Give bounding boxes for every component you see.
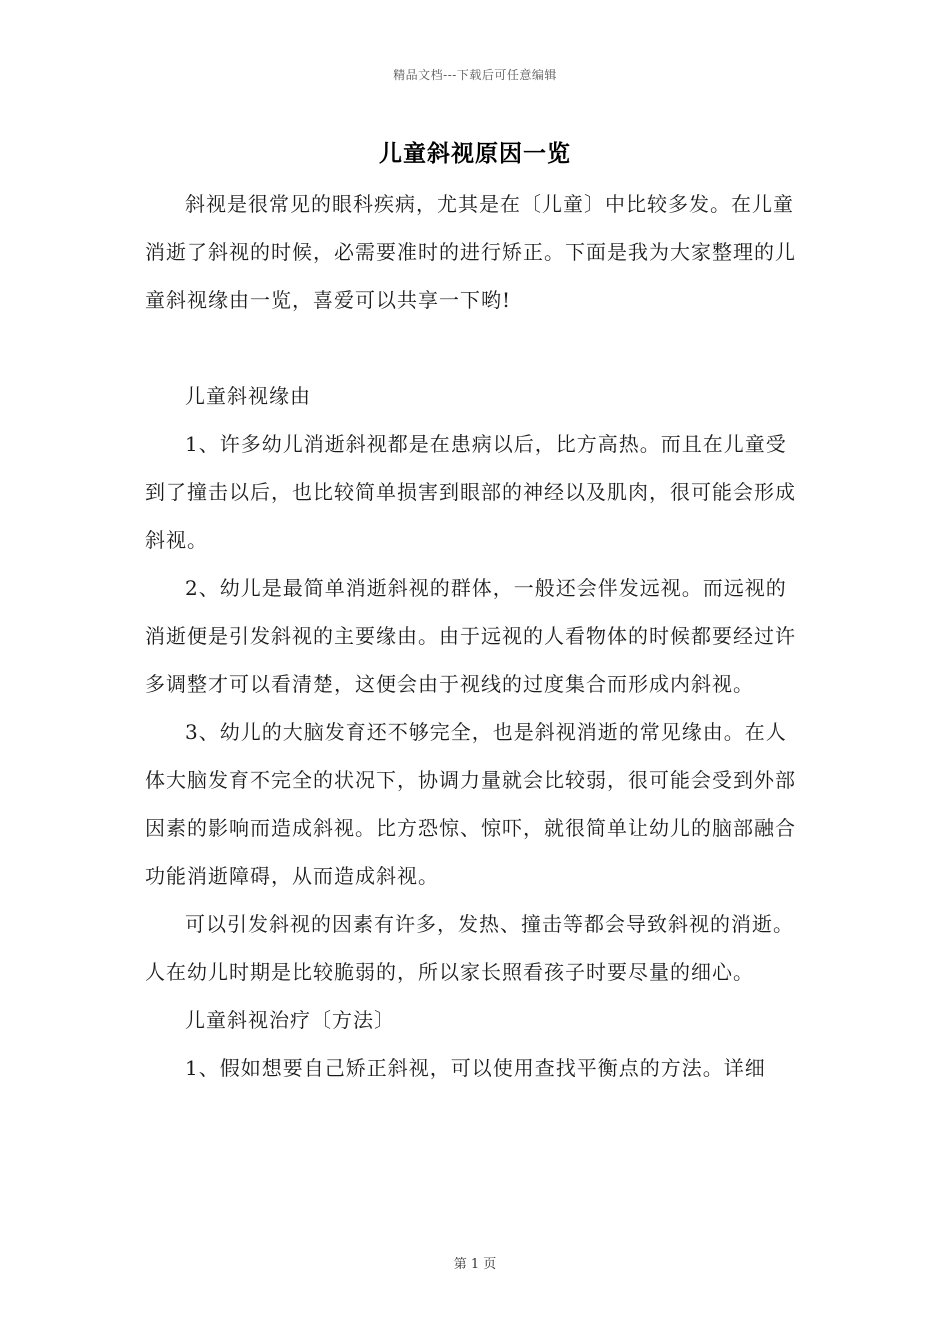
summary-paragraph: 可以引发斜视的因素有许多，发热、撞击等都会导致斜视的消逝。人在幼儿时期是比较脆弱的，所以家长照看孩子时要尽量的细心。 (145, 912, 794, 984)
cause-paragraph-3: 3、幼儿的大脑发育还不够完全，也是斜视消逝的常见缘由。在人体大脑发育不完全的状况下，协调力量就会比较弱，很可能会受到外部因素的影响而造成斜视。比方恐惊、惊吓，就很简单让幼儿的脑部融合功能消逝障碍，从而造成斜视。 (145, 720, 796, 888)
section-heading-causes: 儿童斜视缘由 (185, 384, 311, 408)
cause-paragraph-2: 2、幼儿是最简单消逝斜视的群体，一般还会伴发远视。而远视的消逝便是引发斜视的主要缘由。由于远视的人看物体的时候都要经过许多调整才可以看清楚，这便会由于视线的过度集合而形成内斜视。 (145, 576, 796, 696)
section-heading-treatment: 儿童斜视治疗〔方法〕 (185, 1008, 395, 1032)
treatment-paragraph-1: 1、假如想要自己矫正斜视，可以使用查找平衡点的方法。详细 (185, 1056, 766, 1080)
page-header: 精品文档---下载后可任意编辑 (393, 68, 557, 82)
document-body (145, 180, 807, 1092)
intro-paragraph: 斜视是很常见的眼科疾病，尤其是在〔儿童〕中比较多发。在儿童消逝了斜视的时候，必需要准时的进行矫正。下面是我为大家整理的儿童斜视缘由一览，喜爱可以共享一下哟! (145, 192, 796, 312)
page-number: 第 1 页 (453, 1257, 497, 1272)
document-title: 儿童斜视原因一览 (379, 140, 571, 167)
cause-paragraph-1: 1、许多幼儿消逝斜视都是在患病以后，比方高热。而且在儿童受到了撞击以后，也比较简单损害到眼部的神经以及肌肉，很可能会形成斜视。 (145, 432, 796, 552)
